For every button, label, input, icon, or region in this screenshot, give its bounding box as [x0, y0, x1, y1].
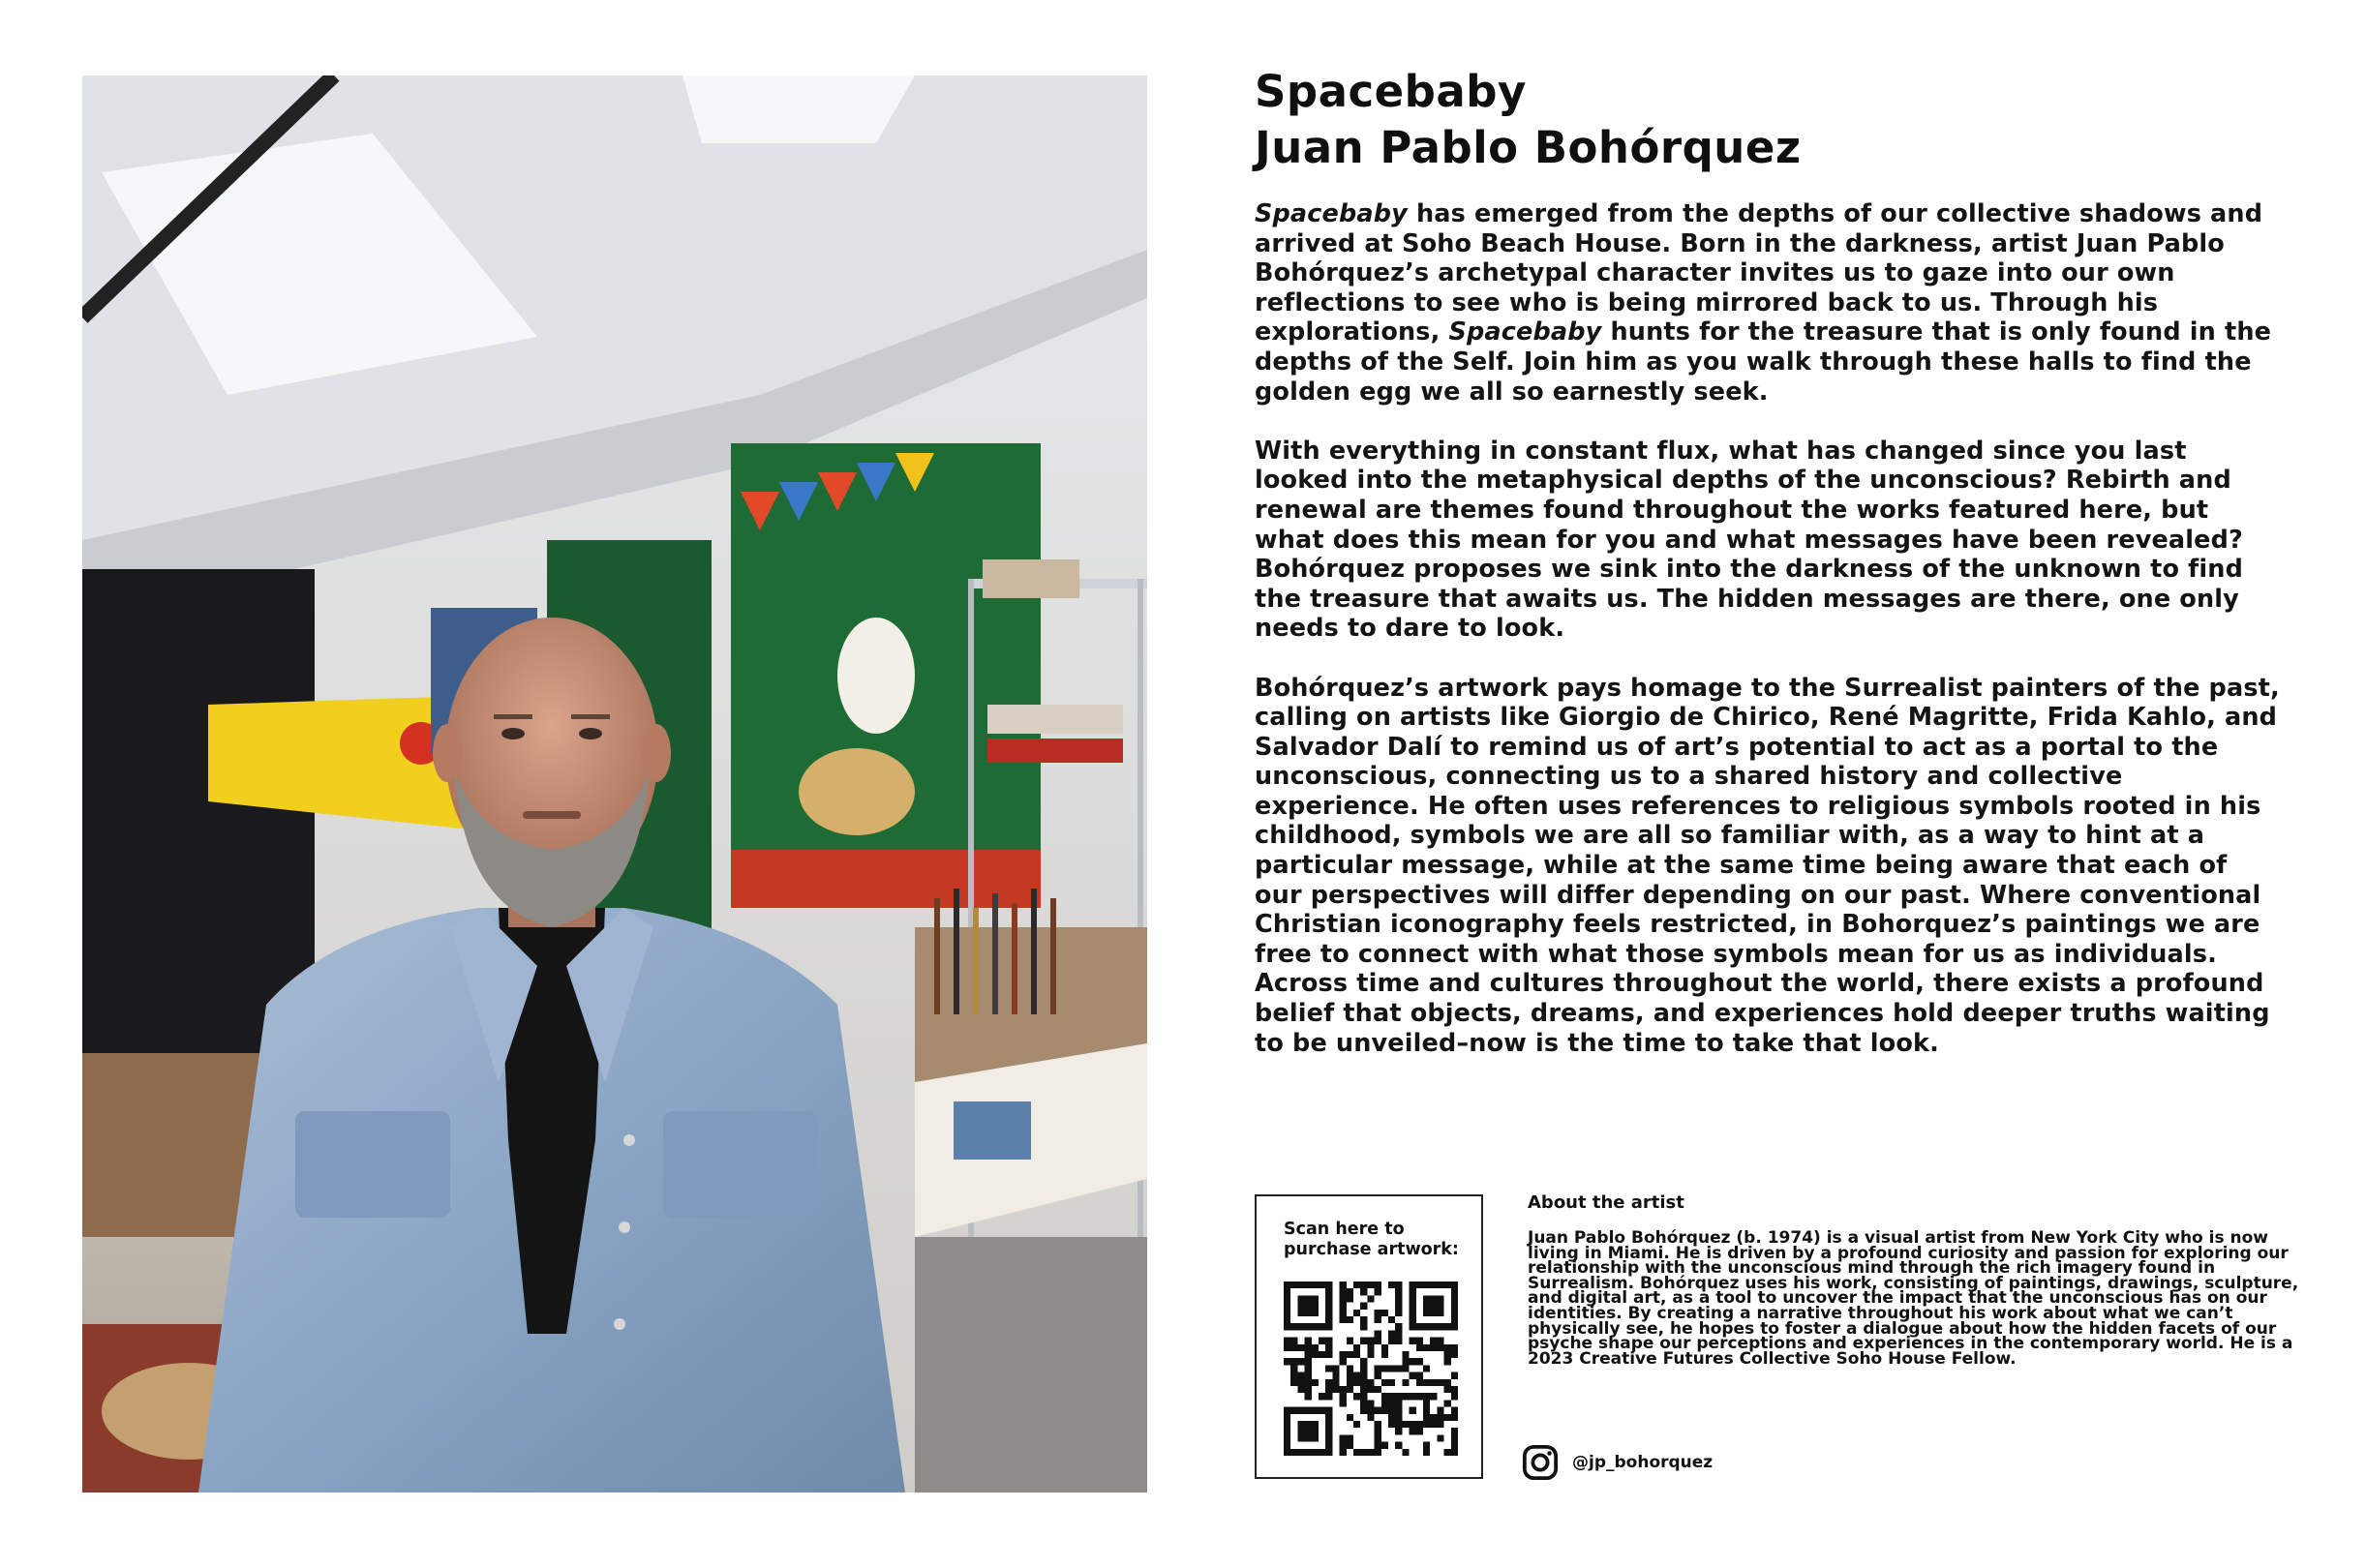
qr-label: Scan here to purchase artwork:: [1284, 1220, 1459, 1259]
artwork-title-inline: Spacebaby: [1255, 199, 1408, 228]
artwork-title-inline: Spacebaby: [1448, 317, 1602, 347]
artist-portrait-photo: [82, 75, 1147, 1493]
qr-code-icon[interactable]: [1284, 1282, 1458, 1456]
instagram-link[interactable]: [1522, 1444, 1713, 1481]
instagram-handle[interactable]: @jp_bohorquez: [1572, 1453, 1714, 1472]
paragraph-surrealism: Bohórquez’s artwork pays homage to the Surrealist painters of the past, calling on artists like Giorgio de Chirico, René Magritte, Frida Kahlo, and Salvador Dalí to remind us of art’s potential to act as a portal to the unconscious, connecting us to a shared history and collective experience. He often uses references to religious symbols rooted in his childhood, symbols we are all so familiar with, as a way to hint at a particular message, while at the same time being aware that each of our perspectives will differ depending on our past. Where conventional Christian iconography feels restricted, in Bohorquez’s paintings we are free to connect with what those symbols mean for us as individuals. Across time and cultures throughout the world, there exists a profound belief that objects, dreams, and experiences hold deeper truths waiting to be unveiled–now is the time to take that look.: [1255, 673, 2280, 1058]
studio-scene: [82, 75, 1147, 1493]
about-artist-text: Juan Pablo Bohórquez (b. 1974) is a visual artist from New York City who is now living in Miami. He is driven by a profound curiosity and passion for exploring our relationship with the unconscious mind through the rich imagery found in Surrealism. Bohórquez uses his work, consisting of paintings, drawings, sculpture, and digital art, as a tool to uncover the impact that the unconscious has on our identities. By creating a narrative throughout his work about what we can’t physically see, he hopes to foster a dialogue about how the hidden facets of our psyche shape our perceptions and experiences in the contemporary world. He is a 2023 Creative Futures Collective Soho House Fellow.: [1528, 1228, 2299, 1369]
title-block: [1255, 64, 2281, 176]
artwork-title: Spacebaby: [1255, 66, 1527, 117]
artwork-description: [1255, 199, 2281, 1088]
paragraph-intro: [1255, 199, 2281, 407]
paragraph-text: has emerged from the depths of our collective shadows and arrived at Soho Beach House. Born in the darkness, artist Juan Pablo Bohórquez’s archetypal character invites us to gaze into our own reflections to see who is being mirrored back to us. Through his explorations,: [1255, 199, 2263, 347]
about-heading: About the artist: [1528, 1192, 1684, 1213]
instagram-icon: [1522, 1444, 1559, 1481]
artist-name: Juan Pablo Bohórquez: [1255, 122, 1802, 173]
paragraph-flux: With everything in constant flux, what has changed since you last looked into the metaphysical depths of the unconscious? Rebirth and renewal are themes found throughout the works featured here, but what does this mean for you and what messages have been revealed? Bohórquez proposes we sink into the darkness of the unknown to find the treasure that awaits us. The hidden messages are there, one only needs to dare to look.: [1255, 436, 2243, 644]
paragraph-text: hunts for the treasure that is only found in the depths of the Self. Join him as you walk through these halls to find the golden egg we all so earnestly seek.: [1255, 317, 2272, 407]
purchase-qr-card[interactable]: [1255, 1194, 1483, 1479]
